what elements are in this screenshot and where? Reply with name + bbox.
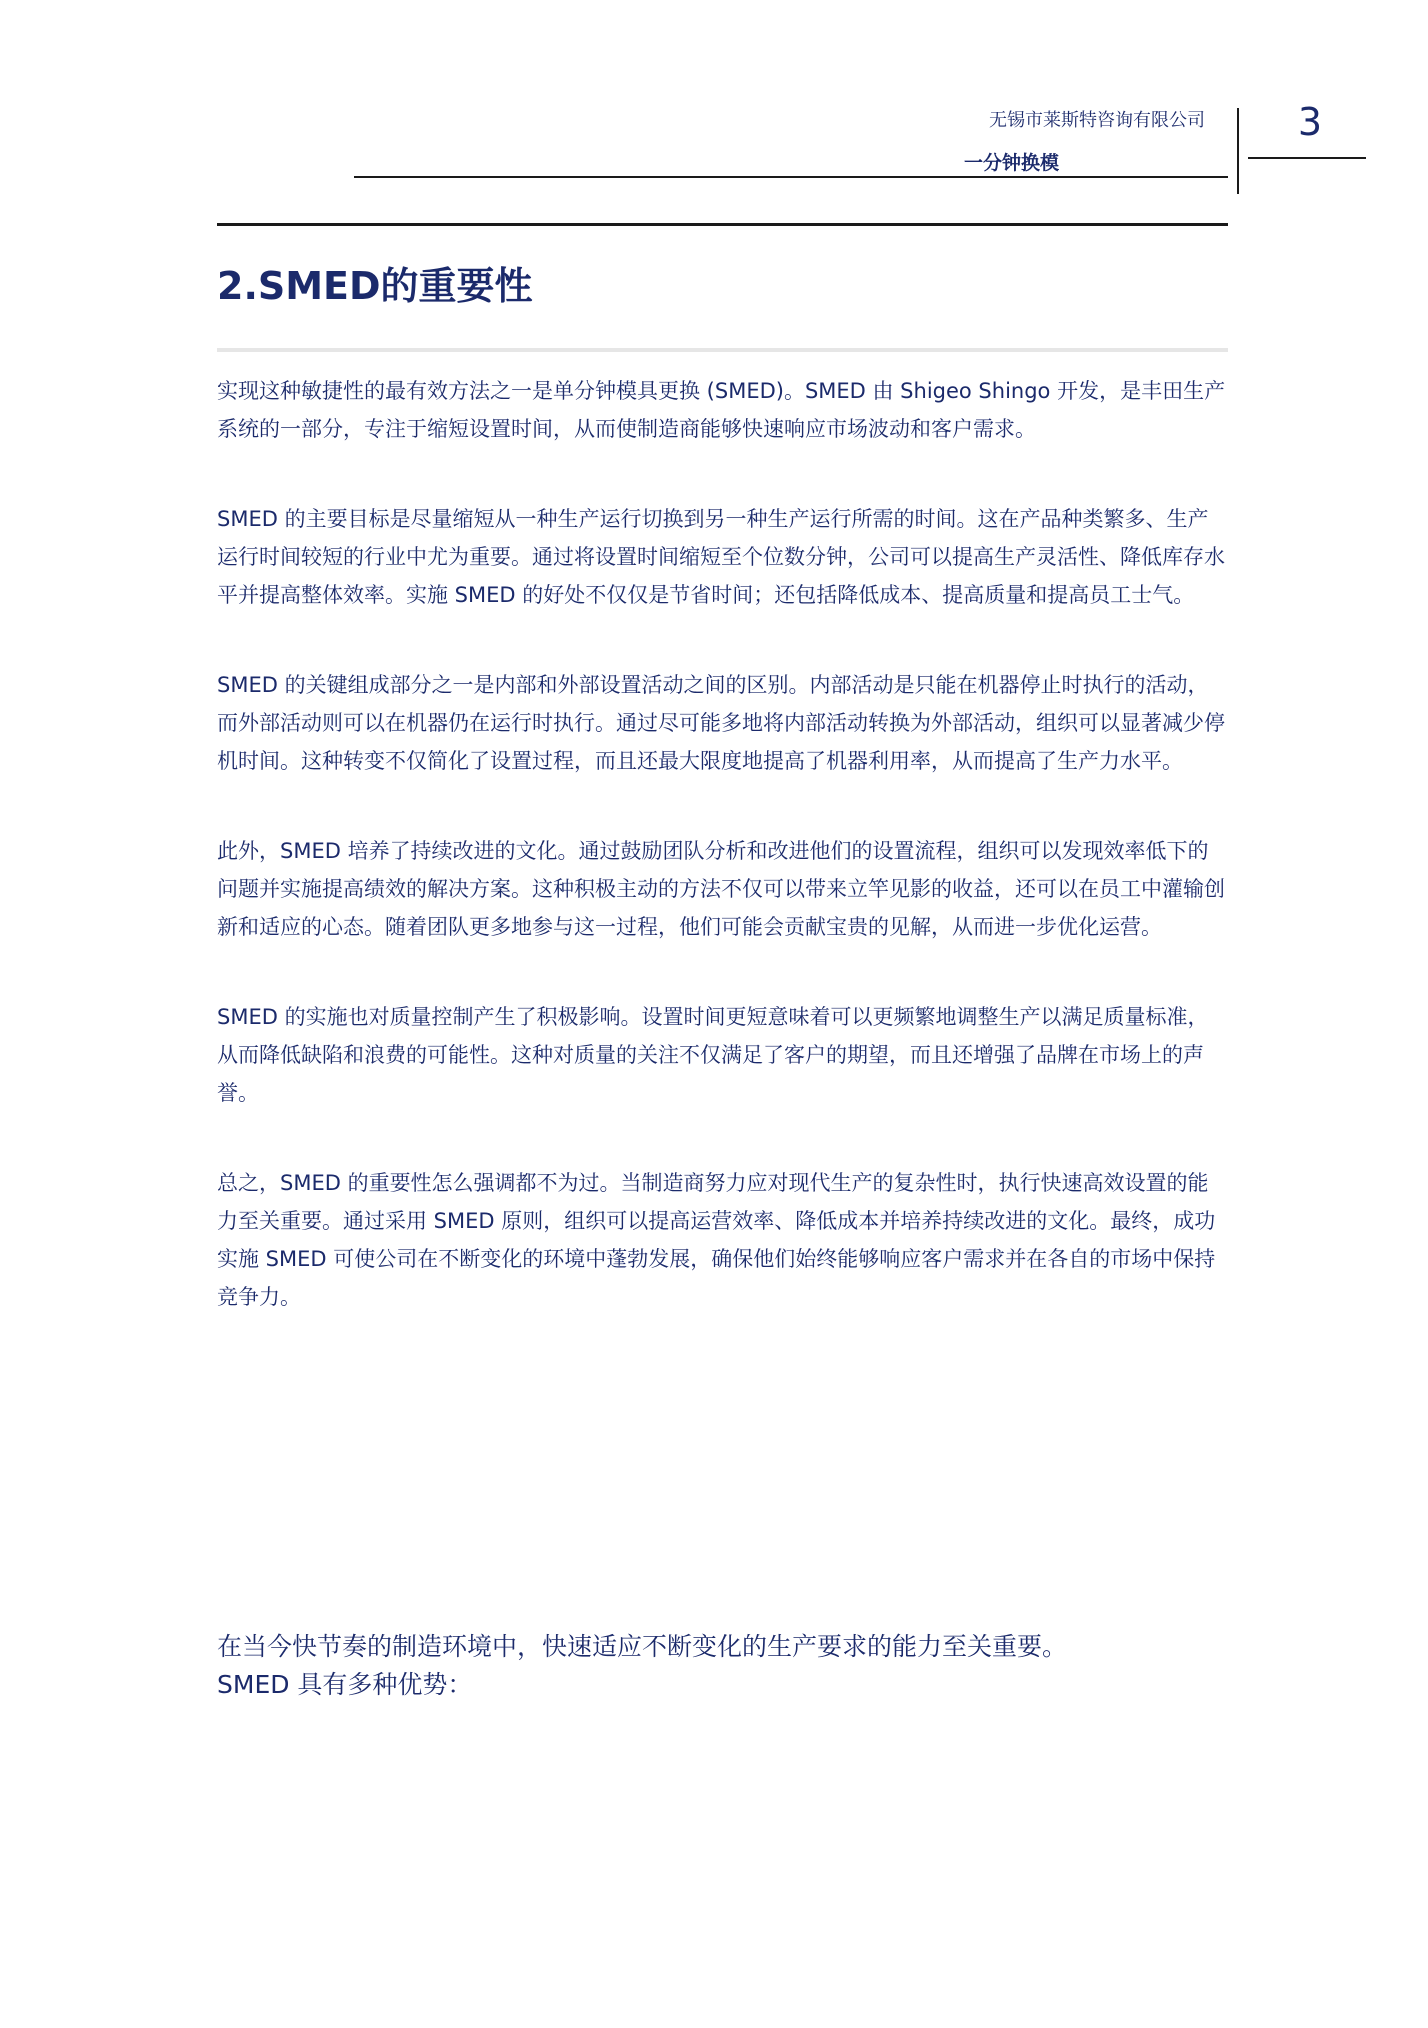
- section-title: 2.SMED的重要性: [217, 264, 533, 308]
- paragraph: SMED 的主要目标是尽量缩短从一种生产运行切换到另一种生产运行所需的时间。这在产品种类繁多、生产运行时间较短的行业中尤为重要。通过将设置时间缩短至个位数分钟，公司可以提高生产灵活性、降低库存水平并提高整体效率。实施 SMED 的好处不仅仅是节省时间；还包括降低成本、提高质量和提高员工士气。: [217, 507, 1225, 607]
- paragraph: 总之，SMED 的重要性怎么强调都不为过。当制造商努力应对现代生产的复杂性时，执行快速高效设置的能力至关重要。通过采用 SMED 原则，组织可以提高运营效率、降低成本并培养持续改进的文化。最终，成功实施 SMED 可使公司在不断变化的环境中蓬勃发展，确保他们始终能够响应客户需求并在各自的市场中保持竞争力。: [217, 1171, 1216, 1309]
- page-number-rule: [1248, 157, 1366, 159]
- intro-line: 在当今快节奏的制造环境中，快速适应不断变化的生产要求的能力至关重要。: [217, 1632, 1068, 1661]
- paragraph: SMED 的实施也对质量控制产生了积极影响。设置时间更短意味着可以更频繁地调整生产以满足质量标准，从而降低缺陷和浪费的可能性。这种对质量的关注不仅满足了客户的期望，而且还增强了品牌在市场上的声誉。: [217, 1005, 1209, 1105]
- page-number: 3: [1297, 100, 1323, 144]
- header-document-title: 一分钟换模: [963, 152, 1059, 174]
- intro-line: SMED 具有多种优势：: [217, 1670, 473, 1699]
- section-top-rule: [217, 223, 1228, 226]
- paragraph: 此外，SMED 培养了持续改进的文化。通过鼓励团队分析和改进他们的设置流程，组织可以发现效率低下的问题并实施提高绩效的解决方案。这种积极主动的方法不仅可以带来立竿见影的收益，还可以在员工中灌输创新和适应的心态。随着团队更多地参与这一过程，他们可能会贡献宝贵的见解，从而进一步优化运营。: [217, 839, 1225, 939]
- advantages-intro: [217, 1628, 1228, 1704]
- header-divider: [1237, 108, 1239, 194]
- paragraph: 实现这种敏捷性的最有效方法之一是单分钟模具更换 (SMED)。SMED 由 Shigeo Shingo 开发，是丰田生产系统的一部分，专注于缩短设置时间，从而使制造商能够快速响应市场波动和客户需求。: [217, 379, 1226, 441]
- header-company-name: 无锡市莱斯特咨询有限公司: [989, 110, 1205, 131]
- section-title-underline: [217, 348, 1228, 352]
- paragraph: SMED 的关键组成部分之一是内部和外部设置活动之间的区别。内部活动是只能在机器停止时执行的活动，而外部活动则可以在机器仍在运行时执行。通过尽可能多地将内部活动转换为外部活动，组织可以显著减少停机时间。这种转变不仅简化了设置过程，而且还最大限度地提高了机器利用率，从而提高了生产力水平。: [217, 673, 1225, 773]
- header-rule: [354, 176, 1228, 178]
- body-text: [217, 372, 1228, 1368]
